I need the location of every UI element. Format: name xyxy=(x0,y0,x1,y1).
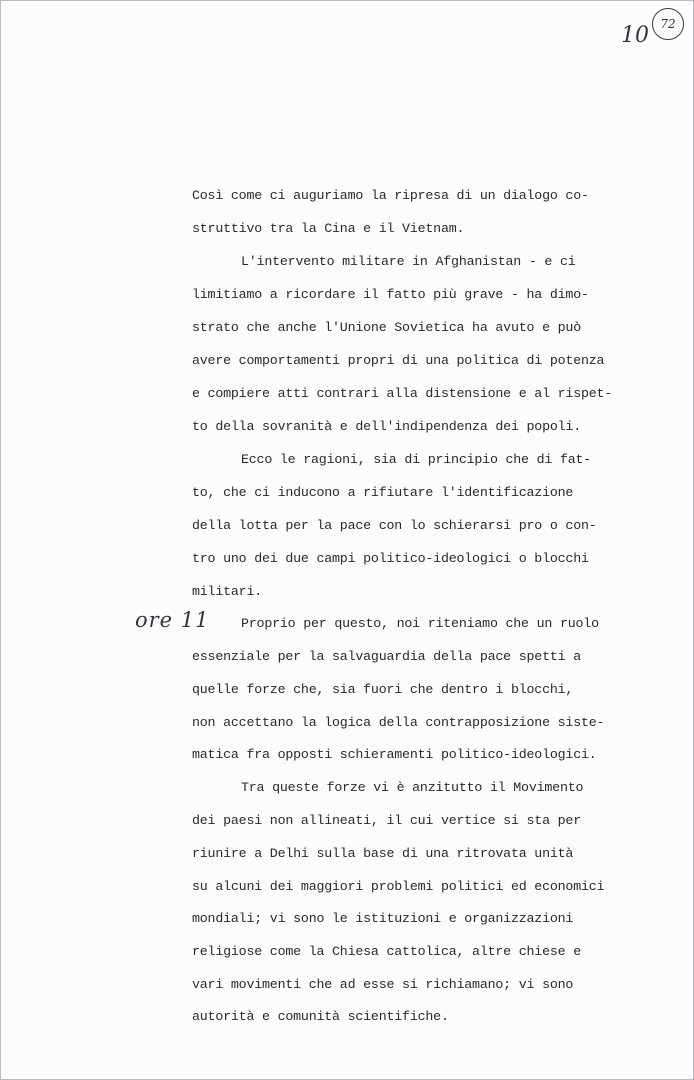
text-line: matica fra opposti schieramenti politico-ideologici. xyxy=(192,747,597,762)
text-line: Tra queste forze vi è anzitutto il Movimento xyxy=(241,780,584,795)
text-line: to, che ci inducono a rifiutare l'identificazione xyxy=(192,485,574,500)
text-line: struttivo tra la Cina e il Vietnam. xyxy=(192,221,465,236)
text-line: autorità e comunità scientifiche. xyxy=(192,1009,449,1024)
text-line: L'intervento militare in Afghanistan - e ci xyxy=(241,254,576,269)
text-line: religiose come la Chiesa cattolica, altre chiese e xyxy=(192,944,581,959)
text-line: limitiamo a ricordare il fatto più grave - ha dimo- xyxy=(192,287,589,302)
text-line: dei paesi non allineati, il cui vertice si sta per xyxy=(192,813,581,828)
handwritten-margin-note: ore 11 xyxy=(135,608,210,632)
text-line: Così come ci auguriamo la ripresa di un dialogo co- xyxy=(192,188,589,203)
handwritten-page-number: 10 xyxy=(621,23,649,48)
text-line: militari. xyxy=(192,584,263,599)
text-line: tro uno dei due campi politico-ideologici o blocchi xyxy=(192,551,589,566)
text-line: su alcuni dei maggiori problemi politici ed economici xyxy=(192,879,605,894)
text-line: mondiali; vi sono le istituzioni e organizzazioni xyxy=(192,911,574,926)
text-line: e compiere atti contrari alla distensione e al rispet- xyxy=(192,386,613,401)
text-line: non accettano la logica della contrapposizione siste- xyxy=(192,715,605,730)
text-line: quelle forze che, sia fuori che dentro i blocchi, xyxy=(192,682,574,697)
text-line: to della sovranità e dell'indipendenza dei popoli. xyxy=(192,419,581,434)
text-line: essenziale per la salvaguardia della pace spetti a xyxy=(192,649,581,664)
text-line: vari movimenti che ad esse si richiamano; vi sono xyxy=(192,977,574,992)
text-line: riunire a Delhi sulla base di una ritrovata unità xyxy=(192,846,574,861)
text-line: avere comportamenti propri di una politica di potenza xyxy=(192,353,605,368)
text-line: strato che anche l'Unione Sovietica ha avuto e può xyxy=(192,320,581,335)
circled-archive-number: 72 xyxy=(652,8,684,40)
text-line: della lotta per la pace con lo schierarsi pro o con- xyxy=(192,518,597,533)
text-line: Ecco le ragioni, sia di principio che di fat- xyxy=(241,452,592,467)
text-line: Proprio per questo, noi riteniamo che un ruolo xyxy=(241,616,599,631)
